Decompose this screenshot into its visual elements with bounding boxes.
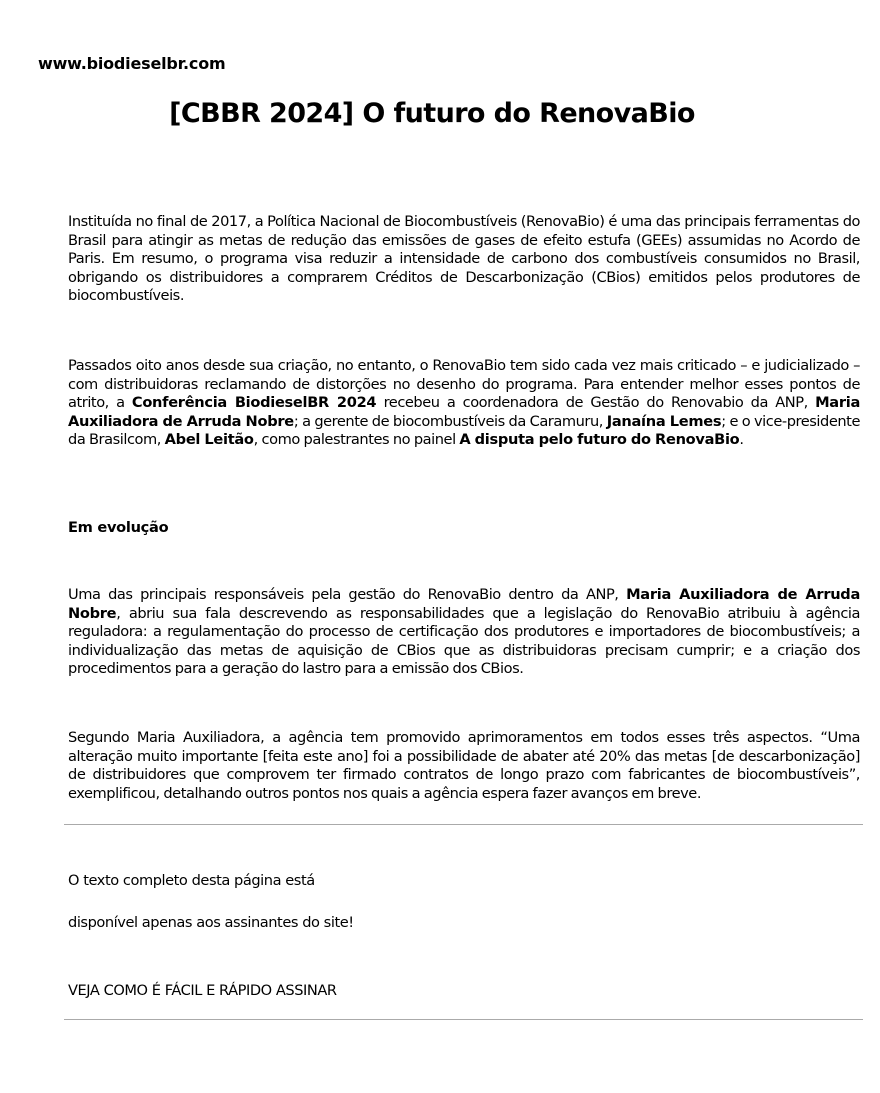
text-segment: , como palestrantes no painel (253, 431, 460, 448)
speaker-name: Maria Auxiliadora de Arruda Nobre (68, 586, 861, 622)
speaker-name: Abel Leitão (164, 431, 254, 448)
divider-top (64, 824, 863, 825)
text-segment: ; a gerente de biocombustíveis da Caramuru, (293, 412, 607, 430)
paywall-line-2: disponível apenas aos assinantes do site! (68, 914, 354, 931)
panel-name: A disputa pelo futuro do RenovaBio (459, 431, 740, 448)
conference-name: Conferência BiodieselBR 2024 (131, 394, 377, 411)
text-segment: Uma das principais responsáveis pela gestão do RenovaBio dentro da ANP, (68, 586, 627, 603)
text-segment: . (739, 431, 744, 448)
paywall-line-1: O texto completo desta página está (68, 872, 315, 889)
text-segment: , abriu sua fala descrevendo as responsabilidades que a legislação do RenovaBio atribuiu à agência reguladora: a regulamentação do processo de certificação dos produtores e importadores de biocombustíveis; a individualização das metas de aquisição de CBios que as distribuidoras precisam cumprir; e a criação dos procedimentos para a geração do lastro para a emissão dos CBios. (68, 604, 860, 677)
text-segment: ; e o vice-presidente da Brasilcom, (68, 412, 860, 448)
text-segment: Passados oito anos desde sua criação, no entanto, o RenovaBio tem sido cada vez mais criticado – e judicializado – com distribuidoras reclamando de distorções no desenho do programa. Para entender melhor esses pontos de atrito, a (68, 357, 860, 411)
divider-bottom (64, 1019, 863, 1020)
speaker-name: Janaína Lemes (606, 412, 722, 430)
paragraph-quote: Segundo Maria Auxiliadora, a agência tem promovido aprimoramentos em todos esses três aspectos. “Uma alteração muito importante [feita este ano] foi a possibilidade de abater até 20% das metas [de descarbonização] de distribuidores que comprovem ter firmado contratos de longo prazo com fabricantes de biocombustíveis”, exemplificou, detalhando outros pontos nos quais a agência espera fazer avanços em breve. (68, 729, 860, 802)
site-name: www.biodieselbr.com (38, 54, 226, 73)
text-segment: recebeu a coordenadora de Gestão do Renovabio da ANP, (376, 394, 816, 411)
speaker-name: Maria Auxiliadora de Arruda Nobre (68, 394, 860, 430)
section-subheading: Em evolução (68, 519, 169, 536)
paragraph-panel (68, 357, 860, 450)
paragraph-anp (68, 586, 860, 679)
paragraph-intro: Instituída no final de 2017, a Política Nacional de Biocombustíveis (RenovaBio) é uma das principais ferramentas do Brasil para atingir as metas de redução das emissões de gases de efeito estufa (GEEs) assumidas no Acordo de Paris. Em resumo, o programa visa reduzir a intensidade de carbono dos combustíveis consumidos no Brasil, obrigando os distribuidores a comprarem Créditos de Descarbonização (CBios) emitidos pelos produtores de biocombustíveis. (68, 213, 860, 304)
subscribe-link[interactable]: VEJA COMO É FÁCIL E RÁPIDO ASSINAR (68, 982, 337, 999)
article-title: [CBBR 2024] O futuro do RenovaBio (169, 98, 695, 129)
